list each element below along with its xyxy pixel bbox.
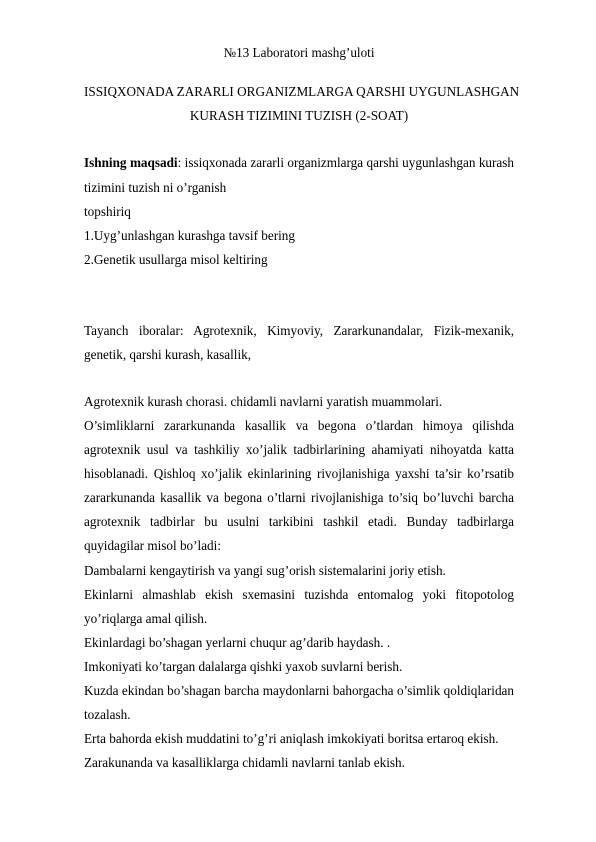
section-heading: Agrotexnik kurash chorasi. chidamli navlarni yaratish muammolari. bbox=[84, 394, 443, 409]
measure-line-1: Dambalarni kengaytirish va yangi sug’orish sistemalarini joriy etish. bbox=[84, 563, 446, 578]
topic-title-line-1: ISSIQXONADA ZARARLI ORGANIZMLARGA QARSHI UYGUNLASHGAN bbox=[84, 84, 520, 99]
paragraph-line-1: O’simliklarni zararkunanda kasallik va begona o’tlardan himoya qilishda bbox=[84, 418, 514, 433]
topic-title-line-2: KURASH TIZIMINI TUZISH (2-SOAT) bbox=[189, 108, 409, 123]
measure-line-5: Imkoniyati ko’targan dalalarga qishki yaxob suvlarni berish. bbox=[84, 659, 403, 674]
goal-text: : issiqxonada zararli organizmlarga qarshi uygunlashgan kurash bbox=[177, 155, 514, 170]
task-item-1: 1.Uyg’unlashgan kurashga tavsif bering bbox=[84, 228, 295, 243]
measure-line-4: Ekinlardagi bo’shagan yerlarni chuqur ag’darib haydash. . bbox=[84, 635, 391, 650]
paragraph-line-2: agrotexnik usul va tashkiliy xo’jalik tadbirlarining ahamiyati nihoyatda katta bbox=[84, 442, 514, 457]
paragraph-line-5: agrotexnik tadbirlar bu usulni tarkibini tashkil etadi. Bunday tadbirlarga bbox=[84, 514, 514, 529]
measure-line-7: tozalash. bbox=[84, 707, 131, 722]
task-heading: topshiriq bbox=[84, 204, 131, 219]
goal-label: Ishning maqsadi bbox=[84, 155, 178, 170]
measure-line-6: Kuzda ekindan bo’shagan barcha maydonlarni bahorgacha o’simlik qoldiqlaridan bbox=[84, 683, 514, 698]
measure-line-8: Erta bahorda ekish muddatini to’g’ri aniqlash imkokiyati boritsa ertaroq ekish. bbox=[84, 731, 499, 746]
paragraph-line-6: quyidagilar misol bo’ladi: bbox=[84, 538, 221, 553]
measure-line-2: Ekinlarni almashlab ekish sxemasini tuzishda entomalog yoki fitopotolog bbox=[84, 587, 514, 602]
measure-line-9: Zarakunanda va kasalliklarga chidamli navlarni tanlab ekish. bbox=[84, 755, 405, 770]
goal-line-2: tizimini tuzish ni o’rganish bbox=[84, 180, 227, 195]
task-item-2: 2.Genetik usullarga misol keltiring bbox=[84, 252, 268, 267]
lab-title: №13 Laboratori mashg’uloti bbox=[223, 45, 375, 60]
goal-line-1 bbox=[84, 154, 514, 172]
keywords-line-2: genetik, qarshi kurash, kasallik, bbox=[84, 347, 252, 362]
paragraph-line-3: hisoblanadi. Qishloq xo’jalik ekinlarining rivojlanishiga yaxshi ta’sir ko’rsatib bbox=[84, 466, 514, 481]
keywords-line-1: Tayanch iboralar: Agrotexnik, Kimyoviy, Zararkunandalar, Fizik-mexanik, bbox=[84, 323, 514, 338]
paragraph-line-4: zararkunanda kasallik va begona o’tlarni rivojlanishiga to’siq bo’luvchi barcha bbox=[84, 490, 514, 505]
measure-line-3: yo’riqlarga amal qilish. bbox=[84, 611, 208, 626]
